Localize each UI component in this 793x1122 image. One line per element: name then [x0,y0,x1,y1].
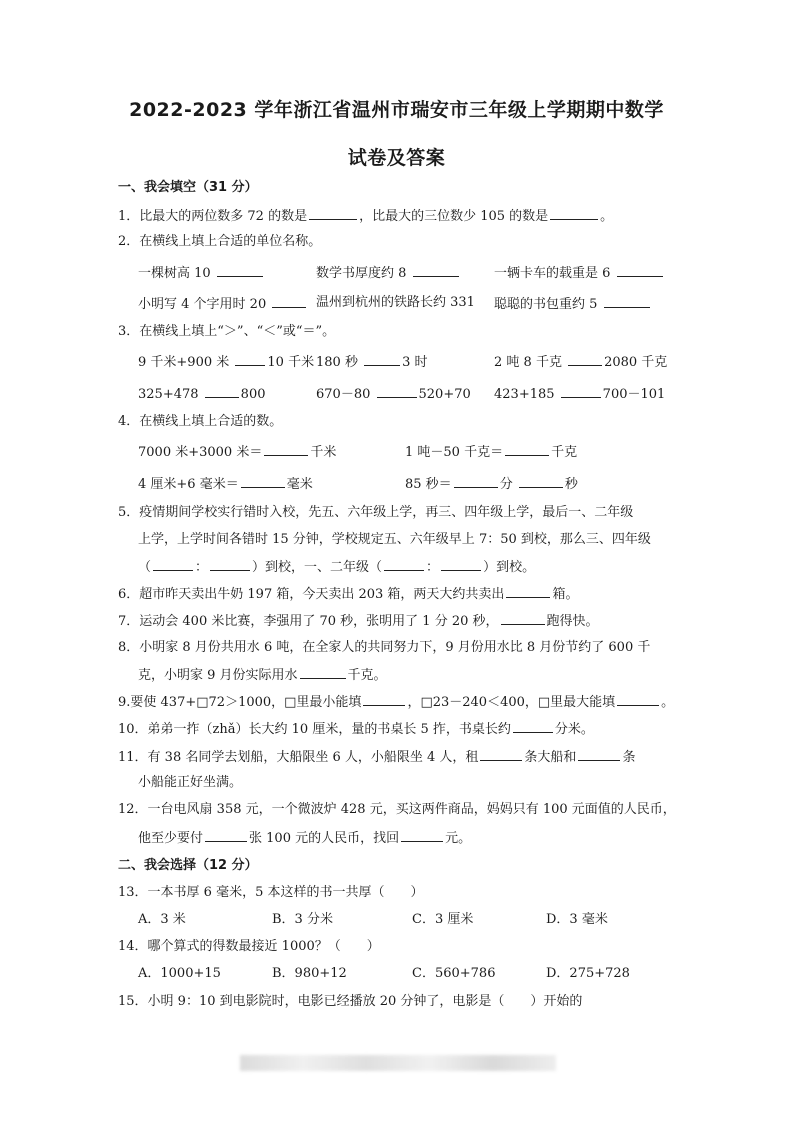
q4-right: 千米 [310,445,337,460]
question-1 [118,205,683,227]
q11-text-a: 11．有 38 名同学去划船，大船限坐 6 人，小船限坐 4 人，租 [118,750,479,765]
blurred-footer-watermark [240,1055,556,1071]
answer-blank [309,205,357,220]
answer-blank [364,351,400,366]
q3-left: 325+478 [138,387,199,402]
q13-option-c[interactable]: C．3 厘米 [412,912,474,927]
q4-item [138,473,313,495]
question-9 [118,691,683,713]
q14-option-b[interactable]: B．980+12 [272,966,347,981]
answer-blank [363,691,405,706]
q4-right: 千克 [551,445,578,460]
q3-right: 2080 千克 [604,355,668,370]
title-line-1: 2022-2023 学年浙江省温州市瑞安市三年级上学期期中数学 [129,99,664,121]
q2-item-text: 一辆卡车的载重是 6 [494,266,611,281]
answer-blank [384,556,424,571]
q13-option-b[interactable]: B．3 分米 [272,912,333,927]
answer-blank [501,610,545,625]
answer-blank [205,827,247,842]
q12-text-c: 元。 [445,831,472,846]
q1-text-b: ，比最大的三位数少 105 的数是 [359,209,549,224]
answer-blank [561,383,601,398]
q3-right: 700－101 [602,387,666,402]
answer-blank [617,262,663,277]
answer-blank [377,383,417,398]
answer-blank [454,473,498,488]
section-2-heading: 二、我会选择（12 分） [118,858,258,873]
q2-item-text: 小明写 4 个字用时 20 [138,297,267,312]
answer-blank [210,556,250,571]
question-3: 3．在横线上填上“＞”、“＜”或“＝”。 [118,324,336,339]
q11-text-b: 条大船和 [524,750,577,765]
question-12-line-2 [138,827,683,849]
answer-blank [578,746,620,761]
q3-left: 2 吨 8 千克 [494,355,562,370]
question-5-line-3 [138,556,683,578]
q5-text: ）到校，一、二年级（ [252,560,383,575]
q6-text-a: 6．超市昨天卖出牛奶 197 箱，今天卖出 203 箱，两天大约共卖出 [118,587,505,602]
q8-text-b: 千克。 [347,668,387,683]
q4-item [405,473,578,495]
q2-item-text: 聪聪的书包重约 5 [494,297,598,312]
q12-text-b: 张 100 元的人民币，找回 [249,831,400,846]
q10-text-a: 10．弟弟一拃（zhǎ）长大约 10 厘米，量的书桌长 5 拃，书桌长约 [118,722,511,737]
answer-blank [519,473,563,488]
q3-right: 520+70 [418,387,471,402]
q4-left: 1 吨－50 千克＝ [405,445,504,460]
q13-option-a[interactable]: A．3 米 [138,912,186,927]
question-14: 14．哪个算式的得数最接近 1000？（ ） [118,939,380,954]
section-1-heading: 一、我会填空（31 分） [118,180,258,195]
answer-blank [217,262,263,277]
answer-blank [413,262,459,277]
q2-item [316,293,475,313]
q2-item-text: 一棵树高 10 [138,266,211,281]
q3-right: 10 千米 [267,355,315,370]
answer-blank [272,293,306,308]
answer-blank [241,473,285,488]
answer-blank [480,746,522,761]
q9-text-b: ，□23－240＜400，□里最大能填 [407,695,616,710]
q3-right: 3 时 [402,355,428,370]
q3-left: 180 秒 [316,355,358,370]
q4-left: 85 秒＝ [405,477,452,492]
q14-option-c[interactable]: C．560+786 [412,966,496,981]
q14-option-a[interactable]: A．1000+15 [138,966,221,981]
q3-item [138,351,314,373]
question-6 [118,583,683,605]
q3-right: 800 [240,387,266,402]
q4-right: 秒 [564,477,578,492]
question-11-line-1 [118,746,683,768]
question-12-line-1: 12．一台电风扇 358 元，一个微波炉 428 元，买这两件商品，妈妈只有 100 元面值的人民币， [118,802,676,817]
answer-blank [235,351,265,366]
question-2: 2．在横线上填上合适的单位名称。 [118,234,322,249]
q12-text-a: 他至少要付 [138,831,204,846]
question-7 [118,610,683,632]
q2-item-text: 数学书厚度约 8 [316,266,407,281]
answer-blank [505,441,549,456]
q11-text-c: 条 [622,750,636,765]
question-8-line-1: 8．小明家 8 月份共用水 6 吨，在全家人的共同努力下，9 月份用水比 8 月份节约了 600 千 [118,640,651,655]
answer-blank [441,556,481,571]
q3-item [494,383,665,405]
answer-blank [617,691,659,706]
q13-option-d[interactable]: D．3 毫米 [546,912,608,927]
answer-blank [205,383,239,398]
q4-left: 7000 米+3000 米＝ [138,445,263,460]
q2-item [138,293,308,315]
answer-blank [513,718,553,733]
answer-blank [153,556,193,571]
q3-left: 9 千米+900 米 [138,355,230,370]
q3-left: 670－80 [316,387,371,402]
answer-blank [568,351,602,366]
answer-blank [550,205,598,220]
answer-blank [604,293,650,308]
q2-item [494,262,665,284]
q5-text: ： [195,560,209,575]
question-5-line-1: 5．疫情期间学校实行错时入校，先五、六年级上学，再三、四年级上学，最后一、二年级 [118,505,634,520]
q5-text: （ [138,560,152,575]
q4-item [405,441,577,463]
q3-item [138,383,266,405]
question-13: 13．一本书厚 6 毫米，5 本这样的书一共厚（ ） [118,885,424,900]
title-line-2: 试卷及答案 [347,147,446,169]
q2-item-text: 温州到杭州的铁路长约 331 [316,295,475,310]
q1-text-a: 1．比最大的两位数多 72 的数是 [118,209,308,224]
q4-right: 毫米 [286,477,313,492]
q4-left: 4 厘米+6 毫米＝ [138,477,239,492]
q4-mid: 分 [499,477,513,492]
q2-item [494,293,652,315]
q9-text-c: 。 [661,695,675,710]
q2-item [138,262,265,284]
q1-text-c: 。 [600,209,614,224]
q3-item [316,383,471,405]
q7-text-b: 跑得快。 [546,614,599,629]
q8-text-a: 克，小明家 9 月份实际用水 [138,668,298,683]
q3-item [316,351,428,373]
question-10 [118,718,683,740]
question-8-line-2 [138,664,683,686]
question-5-line-2: 上学，上学时间各错时 15 分钟，学校规定五、六年级早上 7：50 到校，那么三、四年级 [138,532,651,547]
q2-item [316,262,461,284]
answer-blank [300,664,346,679]
question-4: 4．在横线上填上合适的数。 [118,414,283,429]
q6-text-b: 箱。 [552,587,579,602]
q7-text-a: 7．运动会 400 米比赛，李强用了 70 秒，张明用了 1 分 20 秒， [118,614,499,629]
q5-text: ： [426,560,440,575]
question-15: 15．小明 9：10 到电影院时，电影已经播放 20 分钟了，电影是（ ）开始的 [118,994,583,1009]
q10-text-b: 分米。 [554,722,594,737]
q5-text: ）到校。 [483,560,536,575]
answer-blank [264,441,308,456]
q9-text-a: 9.要使 437+□72＞1000，□里最小能填 [118,695,362,710]
question-11-line-2: 小船能正好坐满。 [138,775,243,790]
answer-blank [506,583,550,598]
q3-item [494,351,667,373]
answer-blank [401,827,443,842]
q14-option-d[interactable]: D．275+728 [546,966,630,981]
q3-left: 423+185 [494,387,555,402]
q4-item [138,441,336,463]
